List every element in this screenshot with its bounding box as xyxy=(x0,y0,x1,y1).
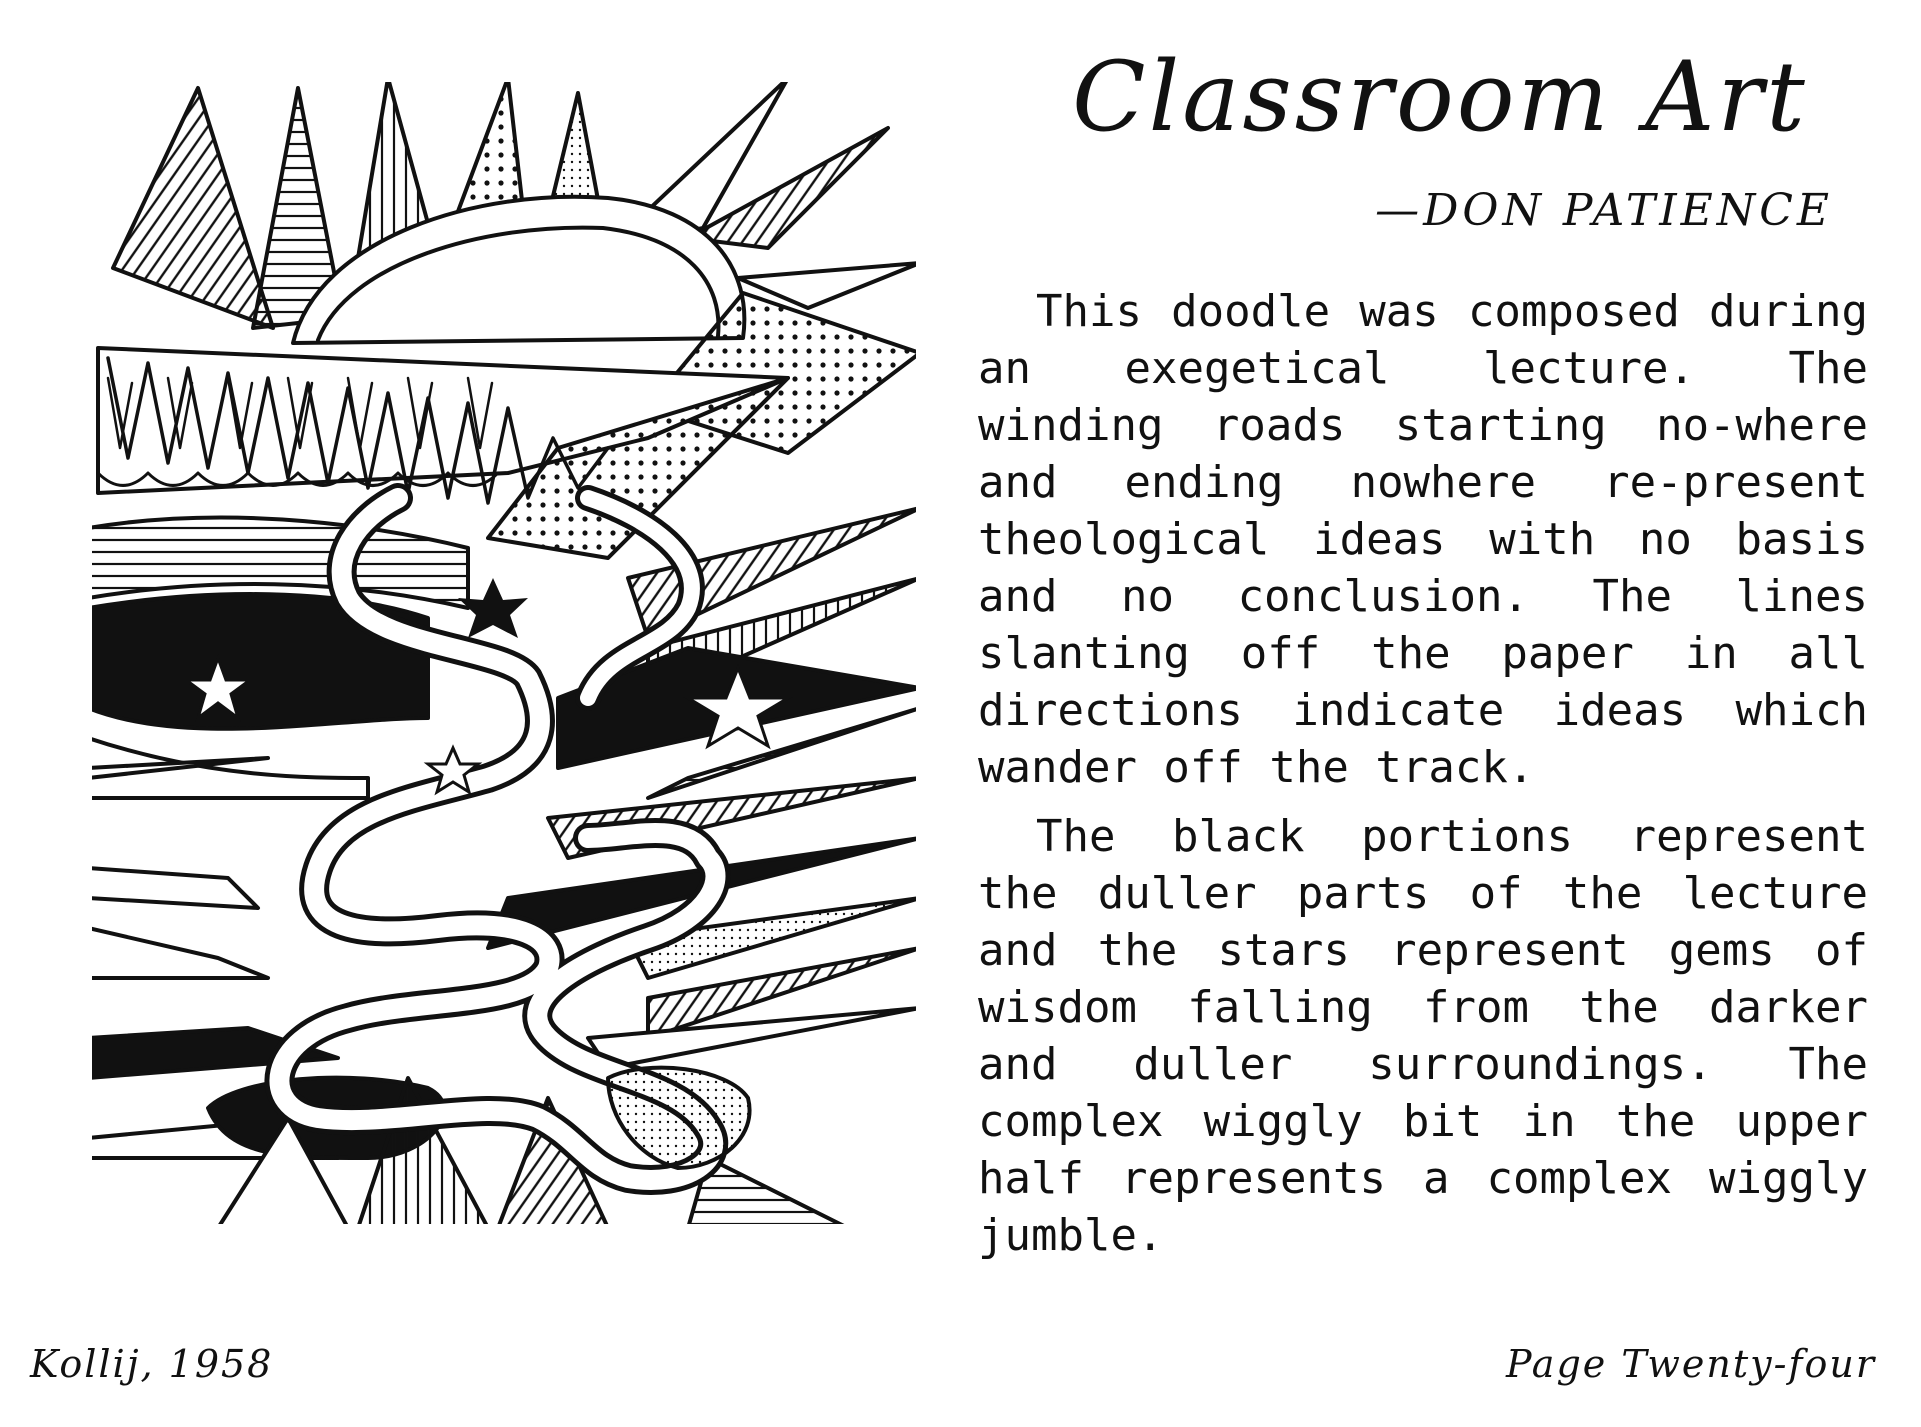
paragraph: The black portions represent the duller parts of the lecture and the stars represent gems of wisdom falling from the darker and duller surroundings. The complex wiggly bit in the upper half represents a complex wiggly jumble. xyxy=(978,811,1868,1261)
publication-footer: Kollij, 1958 xyxy=(30,1342,274,1386)
paragraph: This doodle was composed during an exegetical lecture. The winding roads starting no-where and ending nowhere re-present theological ideas with no basis and no conclusion. The lines slanting off the paper in all directions indicate ideas which wander off the track. xyxy=(978,286,1868,793)
article-author: —DON PATIENCE xyxy=(1375,185,1833,236)
doodle-illustration xyxy=(88,78,920,1228)
article-body xyxy=(978,283,1868,1276)
article-title: Classroom Art xyxy=(1072,41,1808,153)
page-number: Page Twenty-four xyxy=(1505,1342,1876,1386)
doodle-drawing xyxy=(88,78,920,1228)
